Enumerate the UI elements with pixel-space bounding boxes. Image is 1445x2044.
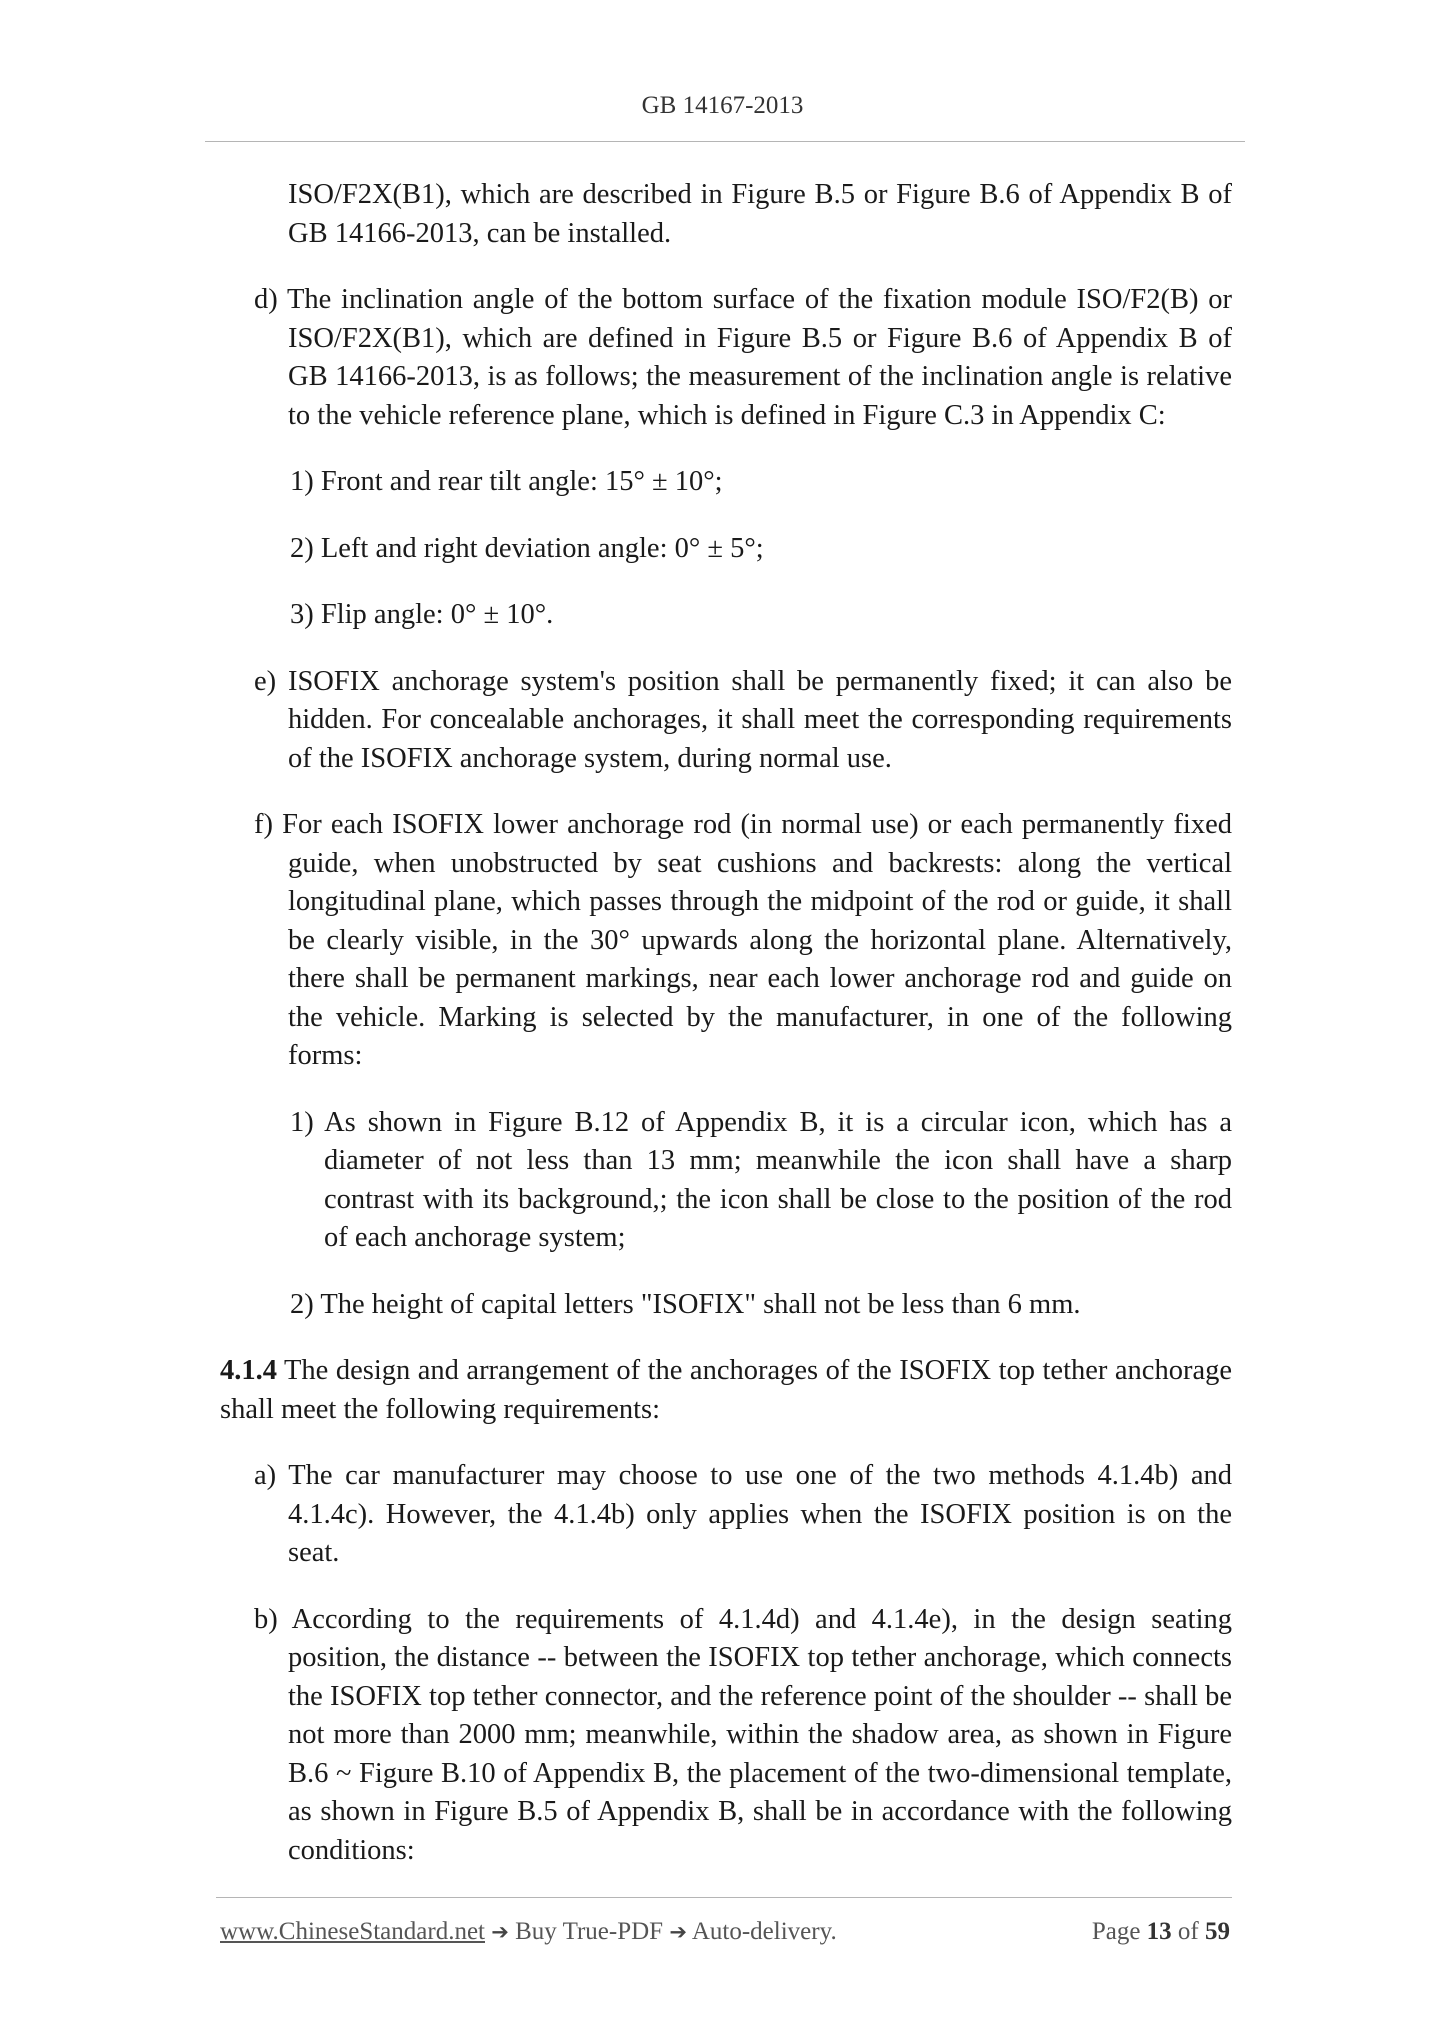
- item-d2: 2) Left and right deviation angle: 0° ± 5°;: [290, 532, 764, 564]
- continuation-paragraph: ISO/F2X(B1), which are described in Figure B.5 or Figure B.6 of Appendix B of GB 14166-2013, can be installed.: [288, 179, 1232, 249]
- buy-true-pdf-text: Buy True-PDF: [515, 1918, 664, 1945]
- section-4-1-4: [220, 1352, 1232, 1429]
- document-header: GB 14167-2013: [641, 92, 804, 119]
- footer-links: [220, 1918, 837, 1946]
- item-b: b) According to the requirements of 4.1.4d) and 4.1.4e), in the design seating position, the distance -- between the ISOFIX top tether anchorage, which connects the ISOFIX top tether connector, and the reference point of the shoulder -- shall be not more than 2000 mm; meanwhile, within the shadow area, as shown in Figure B.6 ~ Figure B.10 of Appendix B, the placement of the two-dimensional template, as shown in Figure B.5 of Appendix B, shall be in accordance with the following conditions:: [254, 1603, 1232, 1866]
- header-divider: [205, 141, 1245, 142]
- current-page: 13: [1146, 1918, 1172, 1945]
- page-body: [220, 176, 1232, 1870]
- section-text: The design and arrangement of the anchorages of the ISOFIX top tether anchorage shall meet the following requirements:: [220, 1355, 1232, 1425]
- item-f1: 1) As shown in Figure B.12 of Appendix B, it is a circular icon, which has a diameter of not less than 13 mm; meanwhile the icon shall have a sharp contrast with its background,; the icon shall be close to the position of the rod of each anchorage system;: [290, 1106, 1232, 1253]
- item-e: e) ISOFIX anchorage system's position shall be permanently fixed; it can also be hidden. For concealable anchorages, it shall meet the corresponding requirements of the ISOFIX anchorage system, during normal use.: [254, 665, 1232, 774]
- item-d: d) The inclination angle of the bottom surface of the fixation module ISO/F2(B) or ISO/F2X(B1), which are defined in Figure B.5 or Figure B.6 of Appendix B of GB 14166-2013, is as follows; the measurement of the inclination angle is relative to the vehicle reference plane, which is defined in Figure C.3 in Appendix C:: [254, 284, 1232, 431]
- page-label: Page: [1091, 1918, 1141, 1945]
- footer-divider: [216, 1897, 1232, 1898]
- section-number: 4.1.4: [220, 1355, 277, 1386]
- of-label: of: [1177, 1918, 1199, 1945]
- website-link[interactable]: www.ChineseStandard.net: [220, 1918, 485, 1945]
- item-d3: 3) Flip angle: 0° ± 10°.: [290, 599, 554, 630]
- item-f: f) For each ISOFIX lower anchorage rod (in normal use) or each permanently fixed guide, when unobstructed by seat cushions and backrests: along the vertical longitudinal plane, which passes through the midpoint of the rod or guide, it shall be clearly visible, in the 30° upwards along the horizontal plane. Alternatively, there shall be permanent markings, near each lower anchorage rod and guide on the vehicle. Marking is selected by the manufacturer, in one of the following forms:: [254, 809, 1232, 1071]
- item-a: a) The car manufacturer may choose to use one of the two methods 4.1.4b) and 4.1.4c). However, the 4.1.4b) only applies when the ISOFIX position is on the seat.: [254, 1460, 1232, 1568]
- page-indicator: [1092, 1918, 1230, 1946]
- arrow-right-icon: ➔: [669, 1920, 687, 1944]
- total-pages: 59: [1205, 1918, 1230, 1945]
- arrow-right-icon: ➔: [491, 1920, 509, 1944]
- item-d1: 1) Front and rear tilt angle: 15° ± 10°;: [290, 466, 723, 497]
- item-f2: 2) The height of capital letters "ISOFIX" shall not be less than 6 mm.: [290, 1288, 1081, 1320]
- auto-delivery-text: Auto-delivery.: [691, 1918, 837, 1945]
